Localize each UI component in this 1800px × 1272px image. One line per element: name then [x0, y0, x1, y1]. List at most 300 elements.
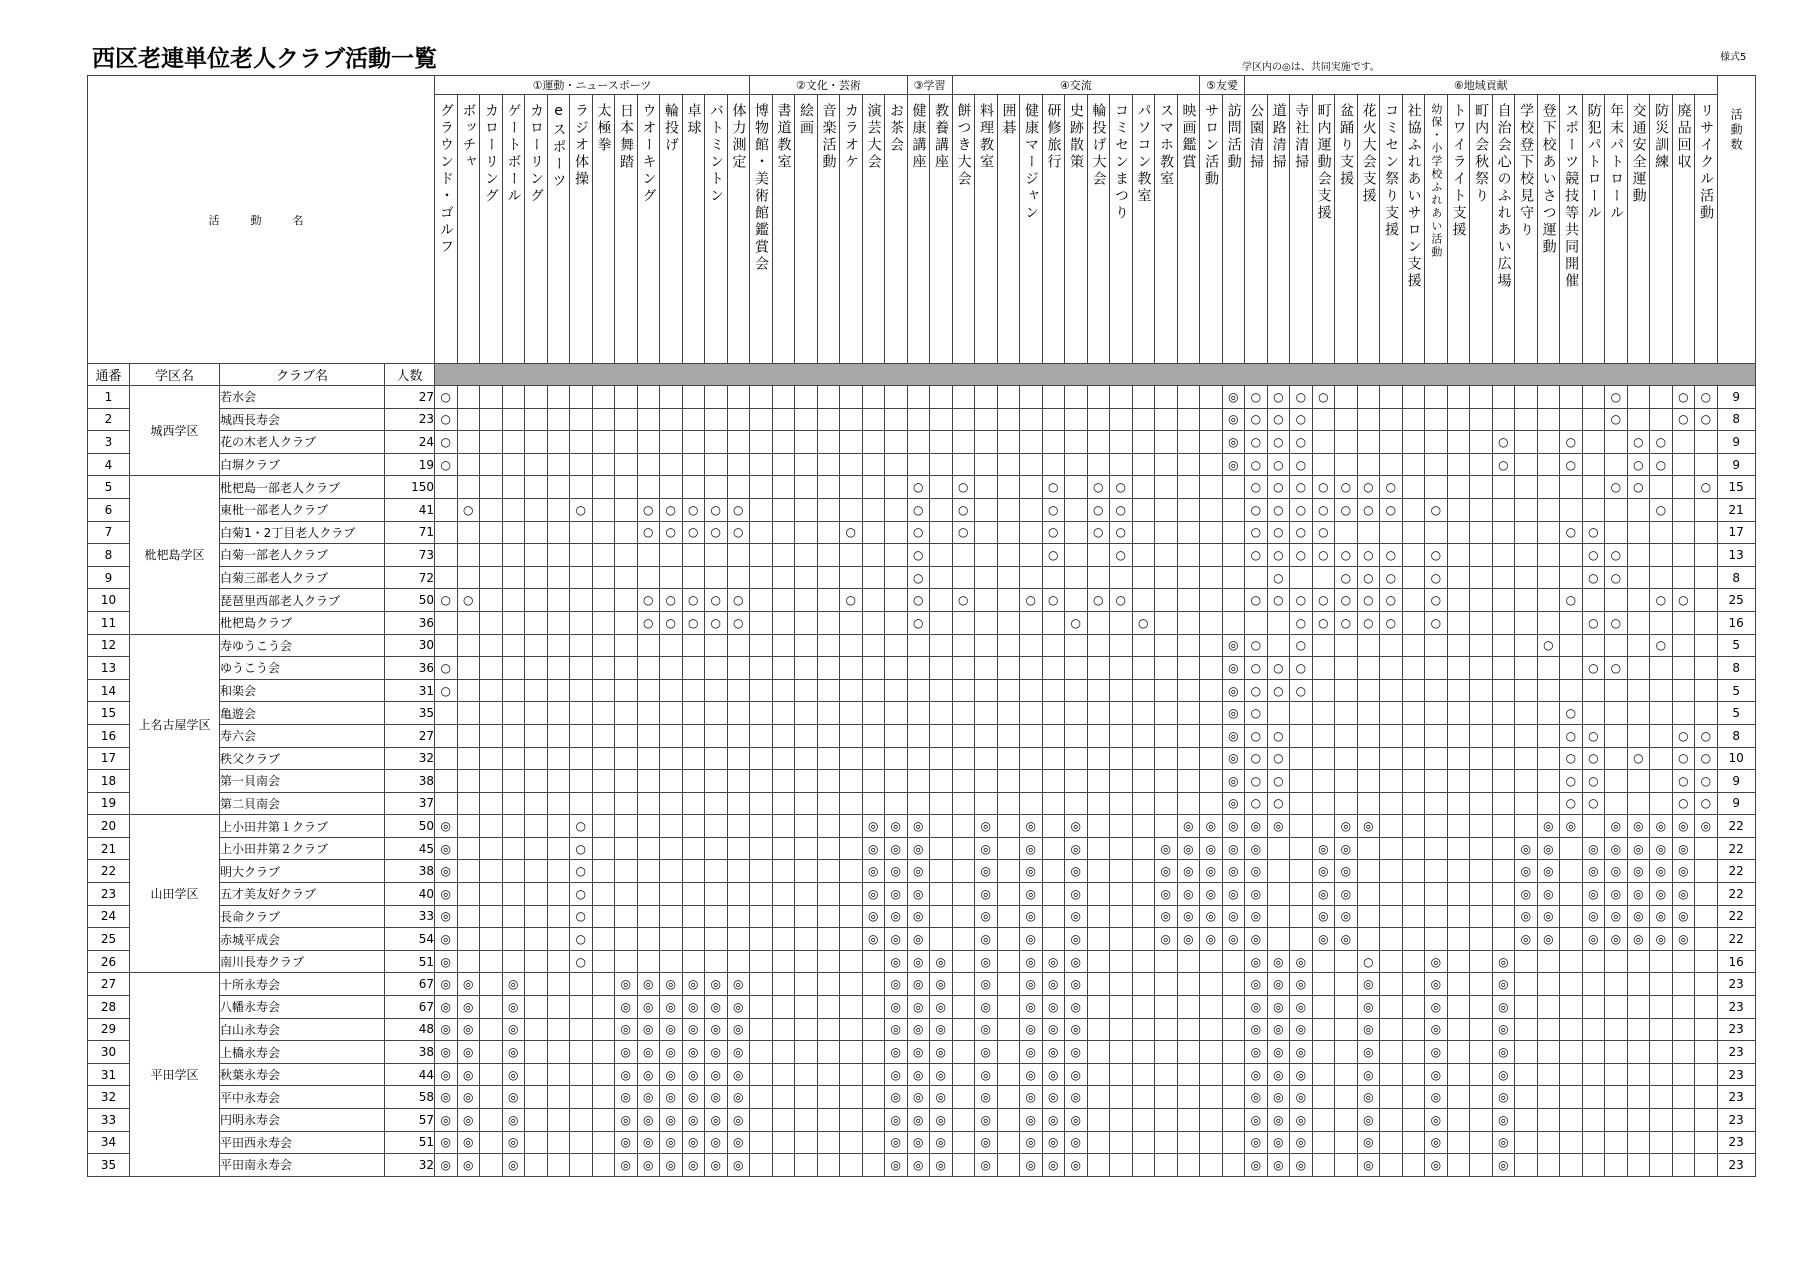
activity-mark [1200, 453, 1223, 476]
activity-mark [750, 973, 773, 996]
activity-mark [750, 996, 773, 1019]
activity-count: 22 [1717, 860, 1755, 883]
activity-mark [1267, 611, 1290, 634]
activity-label: 盆踊り支援 [1338, 103, 1355, 188]
activity-mark: ◎ [930, 950, 953, 973]
activity-mark [997, 521, 1020, 544]
club-name: 南川長寿クラブ [220, 950, 385, 973]
activity-mark [1402, 589, 1425, 612]
activity-mark [1357, 747, 1380, 770]
activity-mark: ○ [952, 476, 975, 499]
activity-mark [682, 453, 705, 476]
activity-mark [1695, 498, 1718, 521]
activity-mark: ○ [1582, 521, 1605, 544]
activity-mark: ○ [457, 498, 480, 521]
activity-mark [705, 928, 728, 951]
activity-label: 研修旅行 [1045, 103, 1062, 171]
activity-mark [1627, 634, 1650, 657]
activity-mark [1447, 702, 1470, 725]
activity-mark [1402, 611, 1425, 634]
table-row [88, 996, 1756, 1019]
activity-mark [1537, 408, 1560, 431]
activity-mark: ◎ [1290, 1041, 1313, 1064]
activity-mark: ◎ [1650, 860, 1673, 883]
activity-header [1627, 95, 1650, 364]
activity-mark: ◎ [1672, 883, 1695, 906]
activity-mark [1132, 521, 1155, 544]
activity-header [525, 95, 548, 364]
activity-mark [660, 566, 683, 589]
activity-mark [1335, 770, 1358, 793]
activity-mark [840, 1086, 863, 1109]
activity-mark: ○ [1267, 589, 1290, 612]
activity-mark: ◎ [1605, 837, 1628, 860]
member-count: 36 [385, 657, 435, 680]
club-name: 寿ゆうこう会 [220, 634, 385, 657]
row-number: 18 [88, 770, 130, 793]
activity-mark [1425, 928, 1448, 951]
activity-mark [862, 679, 885, 702]
col-header-members: 人数 [385, 364, 435, 386]
activity-mark [750, 815, 773, 838]
activity-label: 輪投げ大会 [1090, 103, 1107, 188]
activity-mark [1335, 792, 1358, 815]
activity-mark: ◎ [502, 1086, 525, 1109]
activity-mark [1380, 815, 1403, 838]
activity-header [885, 95, 908, 364]
activity-mark [817, 498, 840, 521]
activity-mark [1357, 837, 1380, 860]
activity-mark [1335, 724, 1358, 747]
activity-mark: ◎ [1245, 1154, 1268, 1177]
activity-mark [750, 1131, 773, 1154]
table-row [88, 634, 1756, 657]
activity-mark: ○ [1672, 724, 1695, 747]
activity-mark [457, 747, 480, 770]
activity-mark [1020, 747, 1043, 770]
activity-mark [930, 792, 953, 815]
activity-mark [1627, 996, 1650, 1019]
activity-mark [1042, 928, 1065, 951]
activity-mark [457, 792, 480, 815]
activity-mark [1650, 770, 1673, 793]
activity-mark: ○ [1132, 611, 1155, 634]
activity-mark [1447, 386, 1470, 409]
activity-mark: ◎ [1492, 950, 1515, 973]
activity-mark [975, 724, 998, 747]
activity-mark [637, 566, 660, 589]
activity-mark [1200, 634, 1223, 657]
activity-mark: ◎ [930, 1018, 953, 1041]
activity-mark: ○ [727, 611, 750, 634]
activity-mark: ◎ [1245, 883, 1268, 906]
activity-mark: ◎ [1065, 950, 1088, 973]
activity-mark [592, 724, 615, 747]
activity-mark [1560, 657, 1583, 680]
activity-mark: ◎ [1290, 950, 1313, 973]
activity-mark [525, 973, 548, 996]
activity-mark [1177, 408, 1200, 431]
table-row [88, 928, 1756, 951]
activity-mark [1695, 702, 1718, 725]
activity-header [480, 95, 503, 364]
activity-mark [1537, 1131, 1560, 1154]
activity-mark [1515, 634, 1538, 657]
activity-mark: ○ [570, 950, 593, 973]
activity-mark [862, 431, 885, 454]
activity-mark [705, 634, 728, 657]
activity-mark: ◎ [1177, 928, 1200, 951]
activity-mark [727, 453, 750, 476]
activity-mark [1110, 566, 1133, 589]
activity-mark [1537, 431, 1560, 454]
activity-mark [997, 431, 1020, 454]
activity-header [1312, 95, 1335, 364]
activity-mark: ◎ [705, 1063, 728, 1086]
activity-header [1695, 95, 1718, 364]
activity-mark [525, 1109, 548, 1132]
activity-mark: ○ [435, 408, 458, 431]
activity-mark: ◎ [1267, 973, 1290, 996]
activity-mark [1110, 815, 1133, 838]
activity-mark [1042, 702, 1065, 725]
activity-mark [772, 973, 795, 996]
activity-mark [525, 634, 548, 657]
activity-mark: ○ [435, 589, 458, 612]
activity-header [1222, 95, 1245, 364]
activity-mark: ○ [840, 589, 863, 612]
activity-mark [1312, 950, 1335, 973]
activity-mark [547, 950, 570, 973]
activity-mark [1695, 1041, 1718, 1064]
activity-mark [1290, 815, 1313, 838]
activity-mark [795, 792, 818, 815]
activity-mark [705, 544, 728, 567]
activity-mark [1627, 611, 1650, 634]
activity-mark [1357, 724, 1380, 747]
activity-mark [570, 1018, 593, 1041]
activity-mark: ◎ [1290, 1154, 1313, 1177]
activity-mark: ○ [1560, 792, 1583, 815]
activity-mark [1672, 1109, 1695, 1132]
activity-mark: ◎ [1492, 1086, 1515, 1109]
activity-mark [525, 1086, 548, 1109]
activity-mark: ○ [660, 589, 683, 612]
activity-mark [660, 634, 683, 657]
activity-mark [1672, 1041, 1695, 1064]
activity-mark: ○ [1290, 589, 1313, 612]
activity-mark [637, 544, 660, 567]
activity-mark [1447, 634, 1470, 657]
activity-mark [1155, 386, 1178, 409]
activity-mark [772, 1041, 795, 1064]
activity-mark: ◎ [1492, 1131, 1515, 1154]
activity-mark [1200, 566, 1223, 589]
activity-mark: ◎ [1425, 1041, 1448, 1064]
activity-mark: ○ [1267, 657, 1290, 680]
activity-mark: ◎ [885, 950, 908, 973]
activity-mark [1447, 544, 1470, 567]
activity-mark: ○ [1357, 950, 1380, 973]
activity-mark: ◎ [1672, 860, 1695, 883]
activity-mark [705, 815, 728, 838]
activity-mark [525, 498, 548, 521]
activity-mark: ◎ [1357, 815, 1380, 838]
activity-mark [1222, 521, 1245, 544]
activity-mark [997, 1109, 1020, 1132]
activity-mark [907, 679, 930, 702]
activity-mark [952, 1109, 975, 1132]
activity-mark [1447, 747, 1470, 770]
activity-mark: ◎ [1357, 1154, 1380, 1177]
activity-mark [1672, 679, 1695, 702]
activity-mark [930, 860, 953, 883]
activity-mark [795, 1041, 818, 1064]
activity-mark: ◎ [1582, 928, 1605, 951]
activity-mark [660, 431, 683, 454]
activity-mark [682, 566, 705, 589]
activity-mark [660, 792, 683, 815]
activity-mark: ◎ [1627, 815, 1650, 838]
activity-mark [1155, 815, 1178, 838]
activity-header [862, 95, 885, 364]
activity-mark [682, 724, 705, 747]
activity-mark [1582, 1086, 1605, 1109]
activity-mark: ◎ [615, 1018, 638, 1041]
activity-mark [997, 837, 1020, 860]
activity-mark [1492, 815, 1515, 838]
activity-mark [1132, 634, 1155, 657]
activity-mark [1065, 498, 1088, 521]
activity-mark [1177, 702, 1200, 725]
activity-mark [1042, 679, 1065, 702]
activity-mark [840, 566, 863, 589]
activity-mark [1492, 883, 1515, 906]
activity-mark: ○ [1605, 408, 1628, 431]
activity-mark [1447, 837, 1470, 860]
table-row [88, 476, 1756, 499]
activity-mark [525, 386, 548, 409]
table-row [88, 883, 1756, 906]
activity-mark [682, 770, 705, 793]
activity-mark [1290, 747, 1313, 770]
activity-mark [1312, 431, 1335, 454]
activity-mark [480, 544, 503, 567]
activity-mark [952, 792, 975, 815]
activity-mark [1132, 431, 1155, 454]
activity-mark: ◎ [1537, 837, 1560, 860]
activity-mark [480, 996, 503, 1019]
activity-mark: ◎ [705, 1086, 728, 1109]
table-row [88, 724, 1756, 747]
activity-mark [817, 1131, 840, 1154]
activity-mark [772, 928, 795, 951]
activity-mark [1132, 1109, 1155, 1132]
activity-mark [502, 747, 525, 770]
table-row [88, 521, 1756, 544]
table-row [88, 589, 1756, 612]
activity-mark [547, 1063, 570, 1086]
activity-mark: ○ [1245, 386, 1268, 409]
category-header: ③学習 [907, 76, 952, 95]
activity-mark [592, 589, 615, 612]
table-row [88, 770, 1756, 793]
activity-count: 9 [1717, 453, 1755, 476]
activity-label: カラオケ [843, 103, 859, 171]
activity-mark [1222, 1018, 1245, 1041]
activity-mark: ◎ [975, 1018, 998, 1041]
activity-mark [1672, 544, 1695, 567]
activity-mark [1132, 950, 1155, 973]
activity-mark: ◎ [502, 1041, 525, 1064]
activity-mark [1177, 1131, 1200, 1154]
activity-mark [952, 1063, 975, 1086]
activity-mark [1110, 973, 1133, 996]
activity-mark: ○ [570, 498, 593, 521]
activity-mark [1132, 1131, 1155, 1154]
activity-mark: ○ [705, 498, 728, 521]
activity-mark: ◎ [975, 996, 998, 1019]
activity-mark: ○ [1560, 770, 1583, 793]
activity-mark [435, 498, 458, 521]
activity-mark [502, 815, 525, 838]
activity-label: 書道教室 [775, 103, 792, 171]
activity-mark [592, 1154, 615, 1177]
activity-mark [1425, 770, 1448, 793]
activity-mark: ◎ [1065, 996, 1088, 1019]
activity-mark [750, 837, 773, 860]
activity-mark: ◎ [457, 1018, 480, 1041]
activity-mark [1132, 589, 1155, 612]
member-count: 30 [385, 634, 435, 657]
club-name: 白塀クラブ [220, 453, 385, 476]
activity-mark [1132, 996, 1155, 1019]
activity-mark: ◎ [1065, 905, 1088, 928]
activity-mark [1155, 792, 1178, 815]
activity-mark [727, 702, 750, 725]
activity-mark: ○ [1245, 521, 1268, 544]
activity-mark [1537, 950, 1560, 973]
activity-mark [502, 386, 525, 409]
activity-mark [997, 589, 1020, 612]
activity-mark: ○ [1335, 566, 1358, 589]
member-count: 44 [385, 1063, 435, 1086]
activity-mark [660, 770, 683, 793]
activity-mark [1290, 883, 1313, 906]
activity-mark: ○ [1312, 521, 1335, 544]
table-row [88, 1154, 1756, 1177]
activity-mark [997, 679, 1020, 702]
activity-mark [1177, 453, 1200, 476]
activity-mark [952, 453, 975, 476]
activity-label: 学校登下校見守り [1518, 103, 1535, 239]
activity-mark [795, 1086, 818, 1109]
activity-mark [435, 566, 458, 589]
row-number: 19 [88, 792, 130, 815]
activity-mark [727, 905, 750, 928]
activity-mark [930, 498, 953, 521]
activity-header [750, 95, 773, 364]
activity-mark: ◎ [930, 1086, 953, 1109]
activity-mark: ◎ [1020, 837, 1043, 860]
activity-mark [1110, 905, 1133, 928]
school-name: 枇杷島学区 [130, 476, 220, 634]
activity-mark [1447, 1086, 1470, 1109]
activity-mark [930, 747, 953, 770]
activity-mark [727, 544, 750, 567]
activity-mark: ○ [637, 611, 660, 634]
activity-mark [1470, 589, 1493, 612]
activity-mark: ○ [1245, 679, 1268, 702]
table-row [88, 408, 1756, 431]
activity-mark [1650, 950, 1673, 973]
activity-mark [1582, 408, 1605, 431]
activity-mark [795, 408, 818, 431]
activity-mark [750, 386, 773, 409]
activity-mark [1290, 905, 1313, 928]
activity-mark [457, 544, 480, 567]
activity-mark [930, 521, 953, 544]
activity-mark [885, 724, 908, 747]
activity-mark [1605, 634, 1628, 657]
activity-mark [1177, 589, 1200, 612]
activity-mark [592, 1109, 615, 1132]
activity-mark [1605, 679, 1628, 702]
activity-mark [862, 611, 885, 634]
activity-mark [1132, 747, 1155, 770]
activity-mark: ◎ [1290, 996, 1313, 1019]
activity-count: 9 [1717, 431, 1755, 454]
activity-mark [1470, 724, 1493, 747]
activity-label: 教養講座 [933, 103, 950, 171]
activity-mark [727, 657, 750, 680]
activity-mark [862, 996, 885, 1019]
activity-mark [1110, 634, 1133, 657]
activity-mark [1650, 1109, 1673, 1132]
activity-header [1177, 95, 1200, 364]
activity-mark [975, 453, 998, 476]
activity-mark [997, 1131, 1020, 1154]
activity-mark [1515, 679, 1538, 702]
activity-mark [570, 1063, 593, 1086]
activity-mark [952, 950, 975, 973]
activity-mark [1132, 973, 1155, 996]
activity-mark: ◎ [1312, 905, 1335, 928]
activity-mark [1380, 431, 1403, 454]
activity-mark [1065, 792, 1088, 815]
activity-mark [1515, 724, 1538, 747]
activity-mark: ○ [1267, 386, 1290, 409]
activity-mark [1380, 1154, 1403, 1177]
activity-header [1560, 95, 1583, 364]
activity-mark: ◎ [1042, 1109, 1065, 1132]
activity-mark [1425, 386, 1448, 409]
activity-mark [615, 747, 638, 770]
activity-mark [570, 431, 593, 454]
activity-mark [1627, 724, 1650, 747]
activity-mark [660, 679, 683, 702]
activity-mark [1155, 702, 1178, 725]
activity-label: 体力測定 [730, 103, 747, 171]
activity-mark [615, 724, 638, 747]
member-count: 36 [385, 611, 435, 634]
activity-mark: ◎ [637, 1063, 660, 1086]
activity-mark [1425, 837, 1448, 860]
activity-mark [817, 634, 840, 657]
activity-mark [570, 611, 593, 634]
activity-mark: ○ [682, 589, 705, 612]
activity-mark: ◎ [1267, 1086, 1290, 1109]
